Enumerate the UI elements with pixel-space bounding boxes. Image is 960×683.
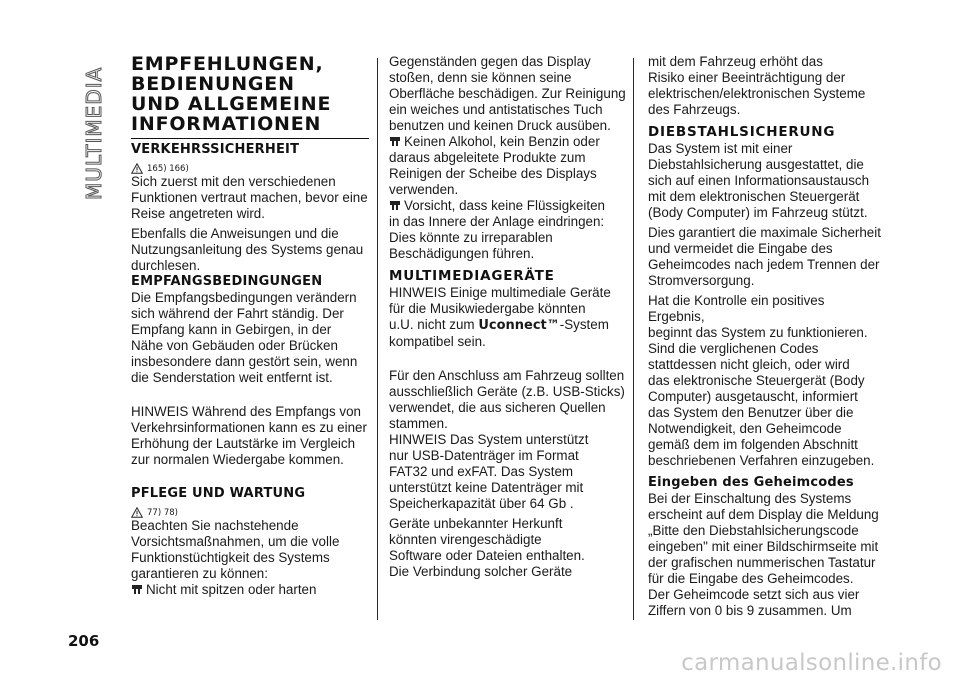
bullet-item: Nicht mit spitzen oder harten — [131, 582, 369, 598]
section-heading-traffic-safety: VERKEHRSSICHERHEIT — [131, 142, 300, 157]
section-heading-reception: EMPFANGSBEDINGUNGEN — [131, 274, 323, 289]
column-divider — [633, 58, 634, 620]
warning-triangle-icon — [131, 163, 143, 174]
paragraph: Hat die Kontrolle ein positives Ergebnis, beginnt das System zu funktionieren. Sind die verglichenen Codes stattdessen nicht gleich, oder wird das elektronische Steuergerät (Body Computer) ausgetauscht, informiert das System den Benutzer über die Notwendigkeit, den Geheimcode gemäß dem im folgenden Abschnitt beschriebenen Verfahren einzugeben. — [648, 293, 875, 468]
paragraph: mit dem Fahrzeug erhöht das Risiko einer Beeinträchtigung der elektrischen/elektronischen Systeme des Fahrzeugs. — [648, 54, 866, 117]
paragraph: Geräte unbekannter Herkunft könnten virengeschädigte Software oder Dateien enthalten. Die Verbindung solcher Geräte — [389, 516, 585, 579]
paragraph: Ebenfalls die Anweisungen und die Nutzungsanleitung des Systems genau durchlesen. — [131, 226, 364, 273]
paragraph: Gegenständen gegen das Display stoßen, denn sie können seine Oberfläche beschädigen. Zur Reinigung ein weiches und antistatisches Tuch benutzen und keinen Druck ausüben. — [389, 54, 626, 133]
bullet-icon — [131, 583, 143, 595]
paragraph: Das System ist mit einer Diebstahlsicherung ausgestattet, die sich auf einen Informationsaustausch mit dem elektronischen Steuergerät (Body Computer) im Fahrzeug stützt. — [648, 141, 870, 220]
note-paragraph: HINWEIS Das System unterstützt nur USB-Datenträger im Format FAT32 und exFAT. Das System unterstützt keine Datenträger mit Speicherkapazität über 64 Gb . — [389, 432, 589, 511]
bullet-icon — [389, 199, 401, 211]
warning-triangle-icon — [131, 507, 143, 518]
section-heading-code-entry: Eingeben des Geheimcodes — [648, 475, 854, 490]
column-divider — [377, 58, 378, 620]
note-paragraph: HINWEIS Während des Empfangs von Verkehrsinformationen kann es zu einer Erhöhung der Lautstärke im Vergleich zur normalen Wiedergabe kommen. — [131, 404, 367, 467]
paragraph: Für den Anschluss am Fahrzeug sollten ausschließlich Geräte (z.B. USB-Sticks) verwendet, die aus sicheren Quellen stammen. — [389, 368, 625, 431]
paragraph: Bei der Einschaltung des Systems erscheint auf dem Display die Meldung „Bitte den Diebstahlsicherungscode eingeben" mit einer Bildschirmseite mit der grafischen nummerischen Tastatur für die Eingabe des Geheimcodes. — [648, 491, 879, 586]
section-heading-multimedia: MULTIMEDIAGERÄTE — [389, 268, 555, 284]
warning-reference — [131, 158, 369, 174]
column-3 — [648, 54, 884, 619]
paragraph: Beachten Sie nachstehende Vorsichtsmaßnahmen, um die volle Funktionstüchtigkeit des Systems garantieren zu können: — [131, 518, 340, 581]
section-heading-care: PFLEGE UND WARTUNG — [131, 486, 306, 501]
note-paragraph: HINWEIS Einige multimediale Geräte für die Musikwiedergabe könnten u.U. nicht zum Uconnect™-System kompatibel sein. — [389, 285, 611, 349]
section-side-label: MULTIMEDIA — [82, 66, 106, 200]
bullet-item: Vorsicht, dass keine Flüssigkeiten in das Innere der Anlage eindringen: Dies könnte zu irreparablen Beschädigungen führen. — [389, 198, 605, 261]
column-2 — [389, 54, 629, 580]
column-1 — [131, 54, 369, 598]
warning-refs: 77) 78) — [147, 508, 178, 518]
paragraph: Dies garantiert die maximale Sicherheit und vermeidet die Eingabe des Geheimcodes nach jedem Trennen der Stromversorgung. — [648, 225, 881, 288]
warning-reference — [131, 502, 369, 518]
brand-name: Uconnect™ — [478, 318, 560, 333]
watermark: carmanualsonline.info — [681, 650, 942, 676]
paragraph: Sich zuerst mit den verschiedenen Funktionen vertraut machen, bevor eine Reise angetreten wird. — [131, 174, 368, 221]
bullet-item: Keinen Alkohol, kein Benzin oder daraus abgeleitete Produkte zum Reinigen der Scheibe des Displays verwenden. — [389, 134, 600, 197]
paragraph: Die Empfangsbedingungen verändern sich während der Fahrt ständig. Der Empfang kann in Gebirgen, in der Nähe von Gebäuden oder Brücken insbesondere dann gestört sein, wenn die Senderstation weit entfernt ist. — [131, 290, 358, 385]
paragraph: Der Geheimcode setzt sich aus vier Ziffern von 0 bis 9 zusammen. Um — [648, 587, 860, 618]
section-heading-anti-theft: DIEBSTAHLSICHERUNG — [648, 124, 836, 140]
bullet-icon — [389, 135, 401, 147]
page-number: 206 — [68, 632, 100, 650]
chapter-title: EMPFEHLUNGEN, BEDIENUNGEN UND ALLGEMEINE INFORMATIONEN — [131, 54, 369, 139]
warning-refs: 165) 166) — [147, 164, 189, 174]
